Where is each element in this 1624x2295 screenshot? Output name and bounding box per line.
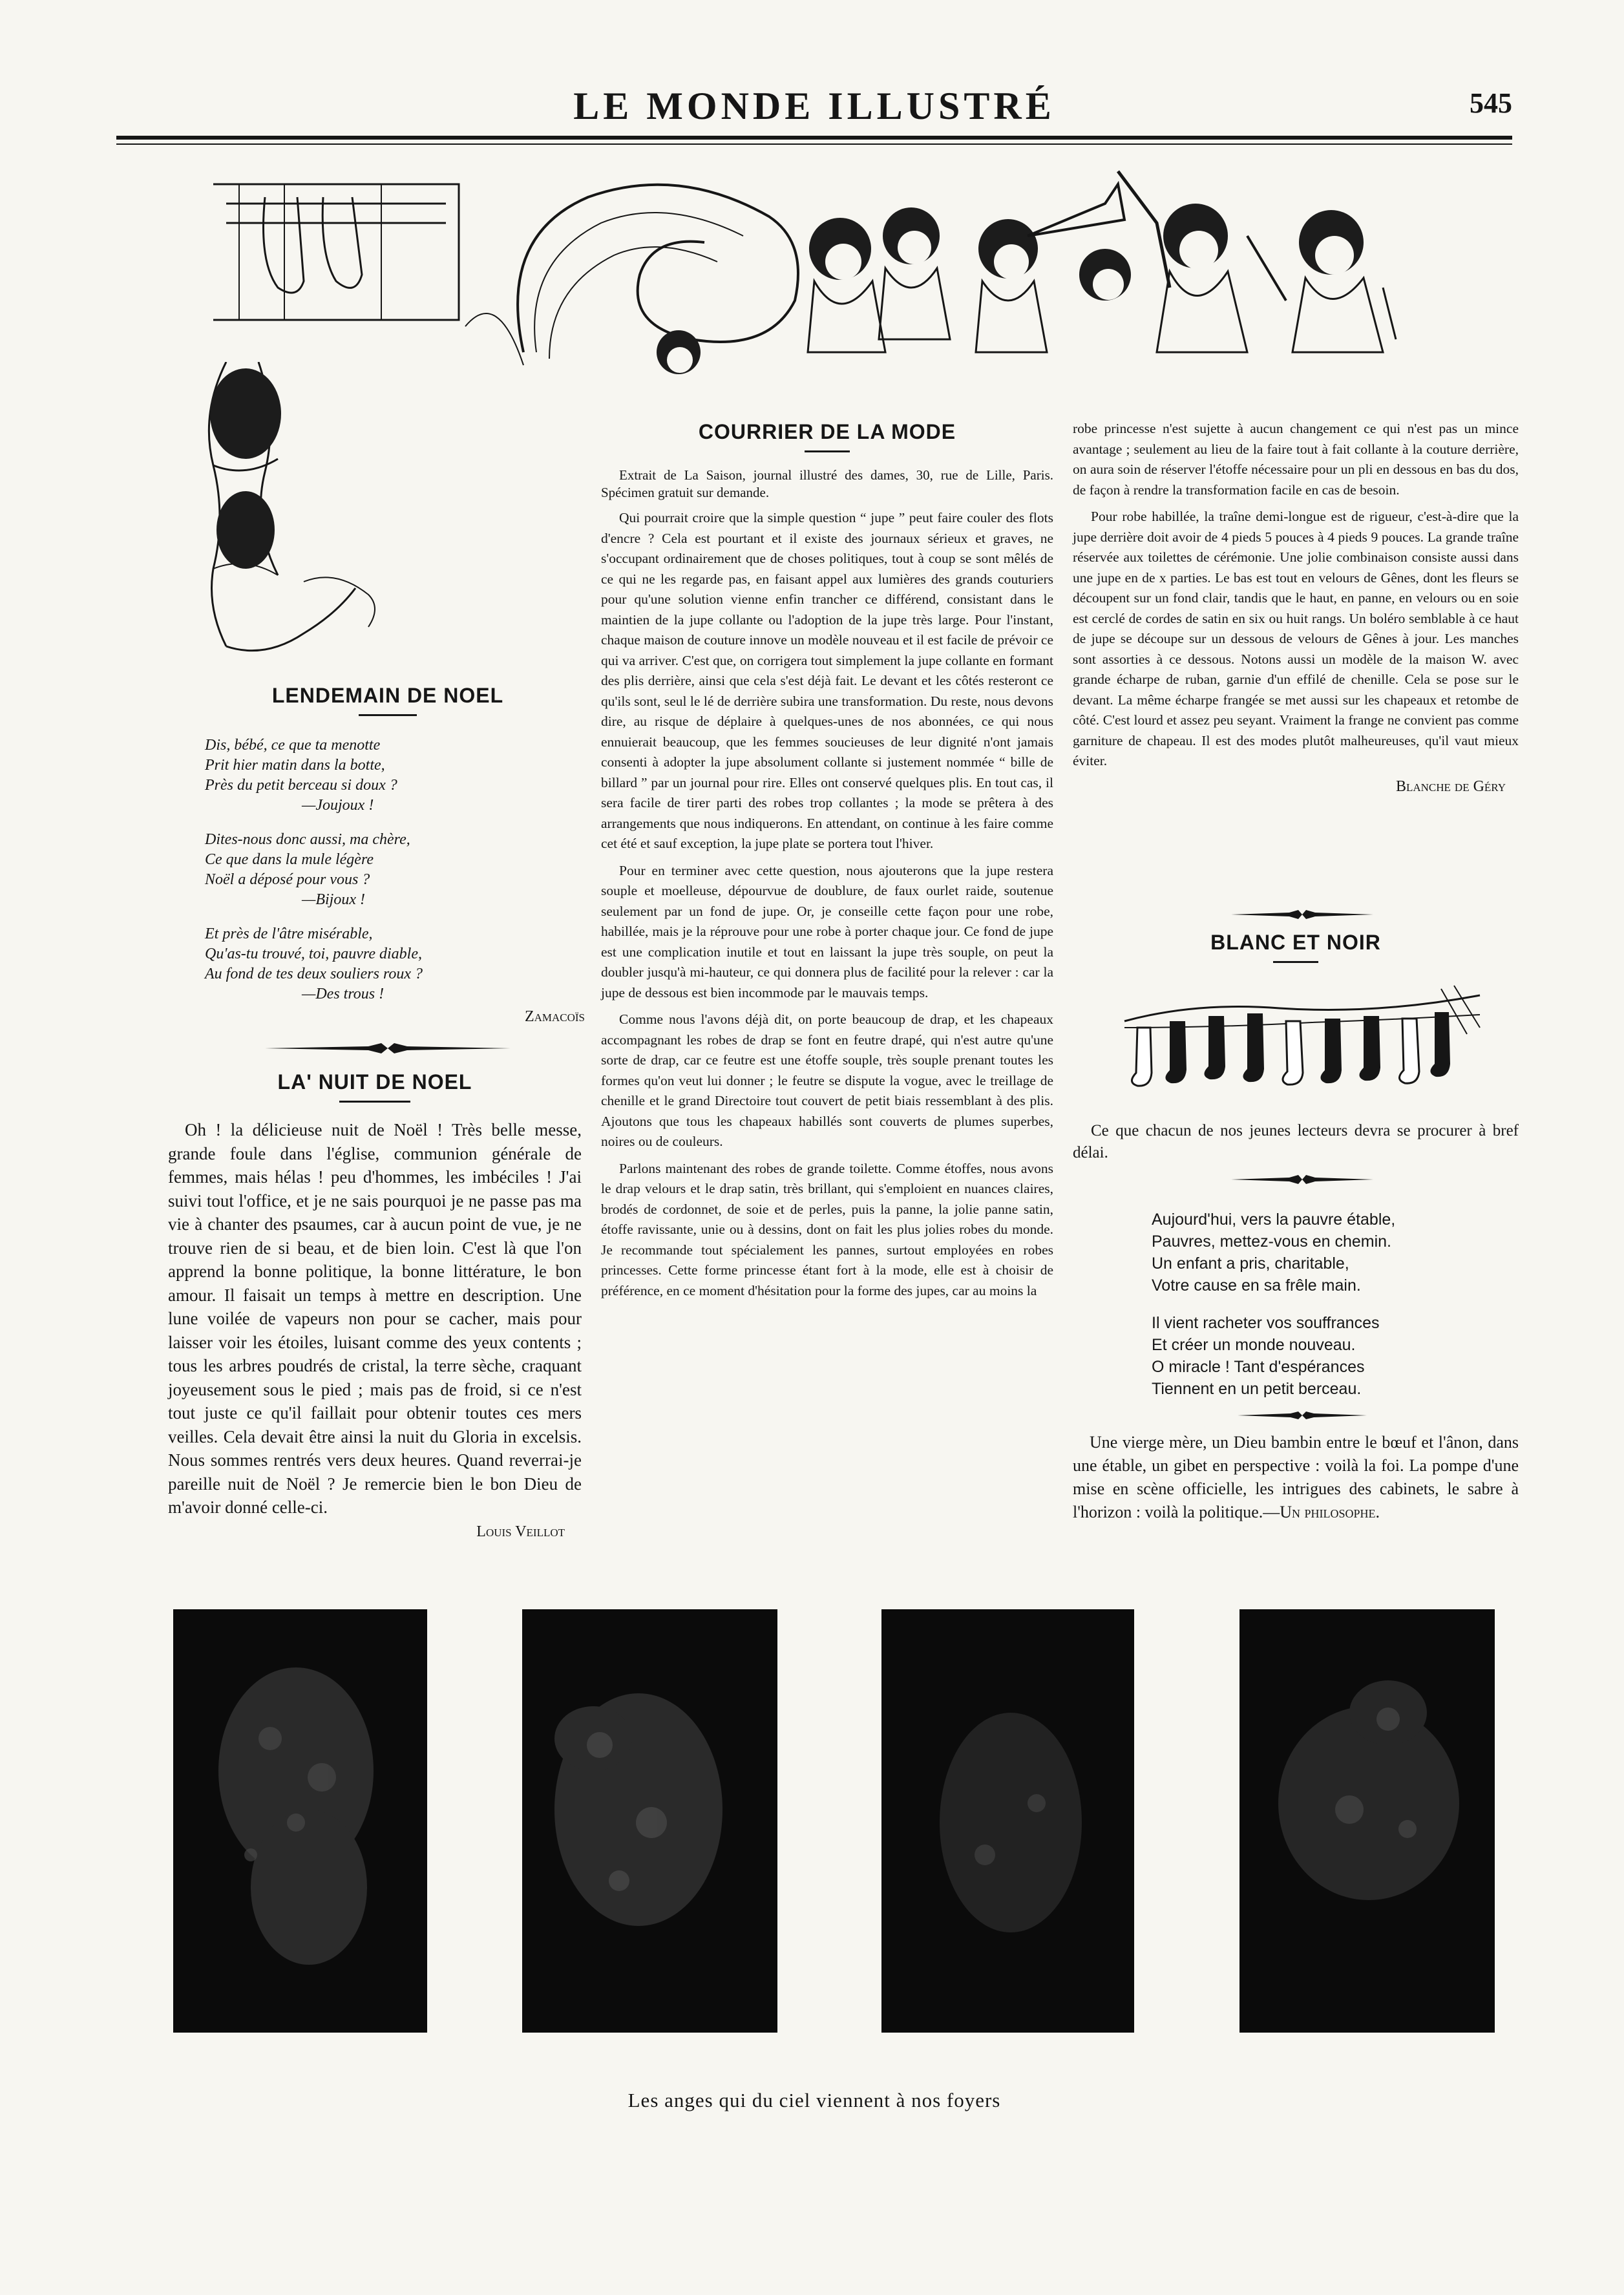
lendemain-section <box>191 684 585 1026</box>
verse-line: Votre cause en sa frêle main. <box>1152 1276 1361 1295</box>
courrier-continuation <box>1073 419 1519 796</box>
courrier-paragraph: Parlons maintenant des robes de grande toilette. Comme étoffes, nous avons le drap velours et le drap satin, très brillant, qui s'emploient en nuances claires, brodés de cordonnet, de soie et de perles, puis la panne, la jolie panne satin, étoffe ravissante, unie ou à dessins, dont on fait les plus jolies robes du monde. Je recommande tout spécialement les pannes, surtout employées en robes princesses. Cette forme princesse étant fort à la mode, elle est à choisir de préférence, en ce moment d'hésitation pour la forme des jupes, car au moins la <box>601 1160 1053 1298</box>
philosophe-text-block <box>1073 1431 1519 1524</box>
poem-line: Et près de l'âtre misérable, <box>205 925 373 942</box>
philosophe-signature: Un philosophe. <box>1280 1503 1380 1521</box>
lendemain-signature: Zamacoïs <box>524 1008 585 1025</box>
masthead <box>116 84 1512 136</box>
courrier-rule <box>805 450 850 452</box>
poem-line: Au fond de tes deux souliers roux ? <box>205 966 423 982</box>
courrier-section <box>601 420 1053 1307</box>
poem-refrain: —Bijoux ! <box>302 891 365 908</box>
angel-figure-4 <box>1239 1609 1495 2033</box>
blanc-section <box>1073 931 1519 963</box>
section-ornament <box>1231 1175 1373 1187</box>
poem-refrain: —Des trous ! <box>302 986 385 1002</box>
ornament-divider <box>265 1043 511 1053</box>
courrier-paragraph: Pour robe habillée, la traîne demi-longue est de rigueur, c'est-à-dire que la jupe derrière doit avoir de 4 pieds 5 pouces à 4 pieds 9 pouces. La grande traîne réservée aux toilettes de cérémonie. Une jolie combinaison consiste aussi dans une jupe en de x parties. Le bas est tout en velours de Gênes, dont les fleurs se découpent sur un fond clair, tandis que le haut, en panne, en velours ou en soie est cerclé de cordes de satin en six ou huit rangs. Un boléro semblable à ce haut de jupe se découpe sur un dessous de velours de Gênes à jour. Les manches sont assorties à ce dessous. Notons aussi un modèle de la maison W. avec grande écharpe de ruban, garnie d'un effilé de chenille. Cela se pose sur le devant. La même écharpe frangée se met aussi sur les chapeaux et retombe de côté. C'est lourd et assez peu seyant. Vraiment la frange ne convient pas comme garniture de chapeau. Il est des modes plutôt malheureuses, qu'il vaut mieux éviter. <box>1073 509 1519 768</box>
angel-photo-2 <box>522 1609 777 2033</box>
ornament-divider <box>1231 1175 1373 1184</box>
ornament-divider <box>1238 1412 1367 1419</box>
noel-verse <box>1152 1209 1513 1415</box>
poem-line: Noël a déposé pour vous ? <box>205 871 370 888</box>
stocking-child-illustration <box>187 362 407 666</box>
section-ornament <box>1231 910 1373 922</box>
verse-line: Pauvres, mettez-vous en chemin. <box>1152 1232 1391 1251</box>
masthead-title: LE MONDE ILLUSTRÉ <box>573 85 1055 127</box>
courrier-paragraph: Pour en terminer avec cette question, nous ajouterons que la jupe restera souple et moelleuse, dépourvue de doublure, de faux ourlet raide, soutenue seulement par un fond de jupe. Or, je conseille cette façon pour une robe, habillée, mais je la réprouve pour une robe à porter chaque jour. Ce fond de jupe est une complication inutile et tout en laissant la jupe très souple, on peut la doubler jusqu'à mi-hauteur, ce qui donnera plus de facilité pour la relever : car la jupe de dessous est bien incommode par le mauvais temps. <box>601 862 1053 1000</box>
courrier-signature: Blanche de Géry <box>1395 777 1506 795</box>
blanc-text-block <box>1073 1120 1519 1164</box>
nuit-rule <box>339 1101 410 1103</box>
angel-photo-4 <box>1239 1609 1495 2033</box>
philosophe-section <box>1073 1431 1519 1524</box>
stockings-illustration <box>1118 982 1486 1092</box>
courrier-cont-body <box>1073 419 1519 772</box>
angel-figure-1 <box>173 1609 427 2033</box>
blanc-body <box>1073 1120 1519 1170</box>
verse-line: Tiennent en un petit berceau. <box>1152 1380 1362 1398</box>
courrier-title: COURRIER DE LA MODE <box>698 420 956 443</box>
masthead-rule-thick <box>116 136 1512 140</box>
verse-line: Et créer un monde nouveau. <box>1152 1336 1356 1354</box>
verse-stanza <box>1152 1209 1513 1296</box>
verse-line: Un enfant a pris, charitable, <box>1152 1254 1349 1273</box>
courrier-paragraph: Qui pourrait croire que la simple question “ jupe ” peut faire couler des flots d'encre ? Cela est pourtant et il existe des journaux sérieux et graves, ne s'occupant ordinairement que de choses politiques, tout à coup se sont mêlés de ce qui ne les regarde pas, en faisant appel aux lumières des grands couturiers pour qu'une solution vienne enfin trancher ce différend, consistant dans le maintien de la jupe collante ou l'adoption de la jupe très large. Pour l'instant, chaque maison de couture innove un modèle nouveau et il est facile de prévoir ce qui va arriver. C'est que, on corrigera tout simplement la jupe collante en formant des plis derrière, ainsi que cela s'est déjà fait. Le devant et les côtés resteront ce qu'ils sont, seul le lé de derrière subira une transformation. Du reste, nous devons dire, au risque de déplaire à quelques-unes de nos abonnées, ce qui nous ennuierait beaucoup, que les femmes soucieuses de leur dignité n'ont jamais consenti à adopter la jupe absolument collante si justement nommée “ bille de billard ” par un journal pour rire. Elles ont conservé quelques plis. En tout cas, il sera facile de tirer parti des robes trop collantes ; la mode se prêtera à des arrangements que nous indiquerons. En attendant, on continue à les faire comme cet été et sauf exception, la jupe plate se portera tout l'hiver. <box>601 510 1053 851</box>
nuit-signature: Louis Veillot <box>476 1523 565 1540</box>
poem-line: Près du petit berceau si doux ? <box>205 777 397 794</box>
nuit-paragraph: Oh ! la délicieuse nuit de Noël ! Très belle messe, grande foule dans l'église, communion générale de femmes, mais hélas ! peu d'hommes, les imbéciles ! J'ai suivi tout l'office, et je ne sais pourquoi je ne passe pas ma vie à chanter des psaumes, car à aucun point de vue, je ne trouve rien de si beau, et de bien loin. C'est là que l'on apprend la bonne politique, la bonne littérature, le bon amour. Il faisait un temps à mettre en description. Une lune voilée de vapeurs non pour se cacher, mais pour laisser voir les étoiles, luisant comme des yeux contents ; tous les arbres poudrés de cristal, la terre sèche, craquant joyeusement sous le pied ; mais pas de froid, si ce n'est tout juste ce qu'il faillait pour obtenir toutes ces mers veilles. Cela devait être ainsi la nuit du Gloria in excelsis. Nous sommes rentrés vers deux heures. Quand reverrai-je pareille nuit de Noël ? Je remercie bien le bon Dieu de m'avoir donné celle-ci. <box>168 1120 582 1517</box>
philosophe-text: Une vierge mère, un Dieu bambin entre le bœuf et l'ânon, dans une étable, un gibet en perspective : voilà la foi. La pompe d'une mise en scène officielle, les intrigues des cabinets, le sabre à l'horizon : voilà la politique.— <box>1073 1433 1519 1521</box>
poem-line: Dites-nous donc aussi, ma chère, <box>205 831 410 848</box>
courrier-body <box>601 467 1053 1301</box>
blanc-rule <box>1273 961 1318 963</box>
section-ornament <box>1238 1411 1367 1422</box>
poem-stanza <box>205 830 585 910</box>
courrier-paragraph: Comme nous l'avons déjà dit, on porte beaucoup de drap, et les chapeaux accompagnant les robes de drap se font en feutre drapé, qui n'est autre qu'une sorte de drap, car ce feutre est une étoffe souple, très souple prenant toutes les formes qu'on veut lui donner ; le feutre se dispute la vogue, avec le treillage de chenille et le grand Directoire tout couvert de petit biais ressemblant à des plis. Ajoutons que tous les chapeaux habillés sont couverts de plumes superbes, noires ou de couleurs. <box>601 1011 1053 1149</box>
poem-refrain: —Joujoux ! <box>302 797 374 814</box>
poem-line: Dis, bébé, ce que ta menotte <box>205 737 381 754</box>
courrier-intro: Extrait de La Saison, journal illustré des dames, 30, rue de Lille, Paris. Spécimen gratuit sur demande. <box>601 467 1053 500</box>
courrier-paragraph: robe princesse n'est sujette à aucun changement ce qui n'est pas un mince avantage ; seulement au lieu de la faire tout à fait collante à la couture derrière, on aura soin de réserver l'étoffe nécessaire pour un pli en dessous en bas du dos, de façon à rendre la transformation facile en cas de besoin. <box>1073 421 1519 498</box>
poem-line: Qu'as-tu trouvé, toi, pauvre diable, <box>205 946 422 962</box>
poem-line: Ce que dans la mule légère <box>205 851 374 868</box>
poem-line: Prit hier matin dans la botte, <box>205 757 385 774</box>
photo-caption: Les anges qui du ciel viennent à nos foyers <box>627 2089 1001 2111</box>
angel-photo-1 <box>173 1609 427 2033</box>
nuit-text <box>168 1118 582 1519</box>
blanc-title: BLANC ET NOIR <box>1210 931 1381 954</box>
nuit-title: LA' NUIT DE NOEL <box>277 1070 472 1094</box>
lendemain-poem <box>205 735 585 1004</box>
lendemain-title: LENDEMAIN DE NOEL <box>271 684 504 707</box>
masthead-rule-thin <box>116 143 1512 145</box>
verse-line: O miracle ! Tant d'espérances <box>1152 1358 1365 1376</box>
verse-line: Il vient racheter vos souffrances <box>1152 1314 1380 1332</box>
verse-stanza <box>1152 1312 1513 1400</box>
lendemain-rule <box>359 714 417 716</box>
philosophe-paragraph <box>1073 1431 1519 1524</box>
ornament-divider <box>1231 910 1373 919</box>
poem-stanza <box>205 924 585 1004</box>
page-number: 545 <box>1470 87 1512 119</box>
verse-line: Aujourd'hui, vers la pauvre étable, <box>1152 1211 1396 1229</box>
blanc-text: Ce que chacun de nos jeunes lecteurs devra se procurer à bref délai. <box>1073 1122 1519 1161</box>
poem-stanza <box>205 735 585 816</box>
nuit-section <box>168 1070 582 1541</box>
angel-figure-2 <box>522 1609 777 2033</box>
section-ornament <box>265 1043 511 1057</box>
angel-figure-3 <box>881 1609 1134 2033</box>
angel-photo-3 <box>881 1609 1134 2033</box>
